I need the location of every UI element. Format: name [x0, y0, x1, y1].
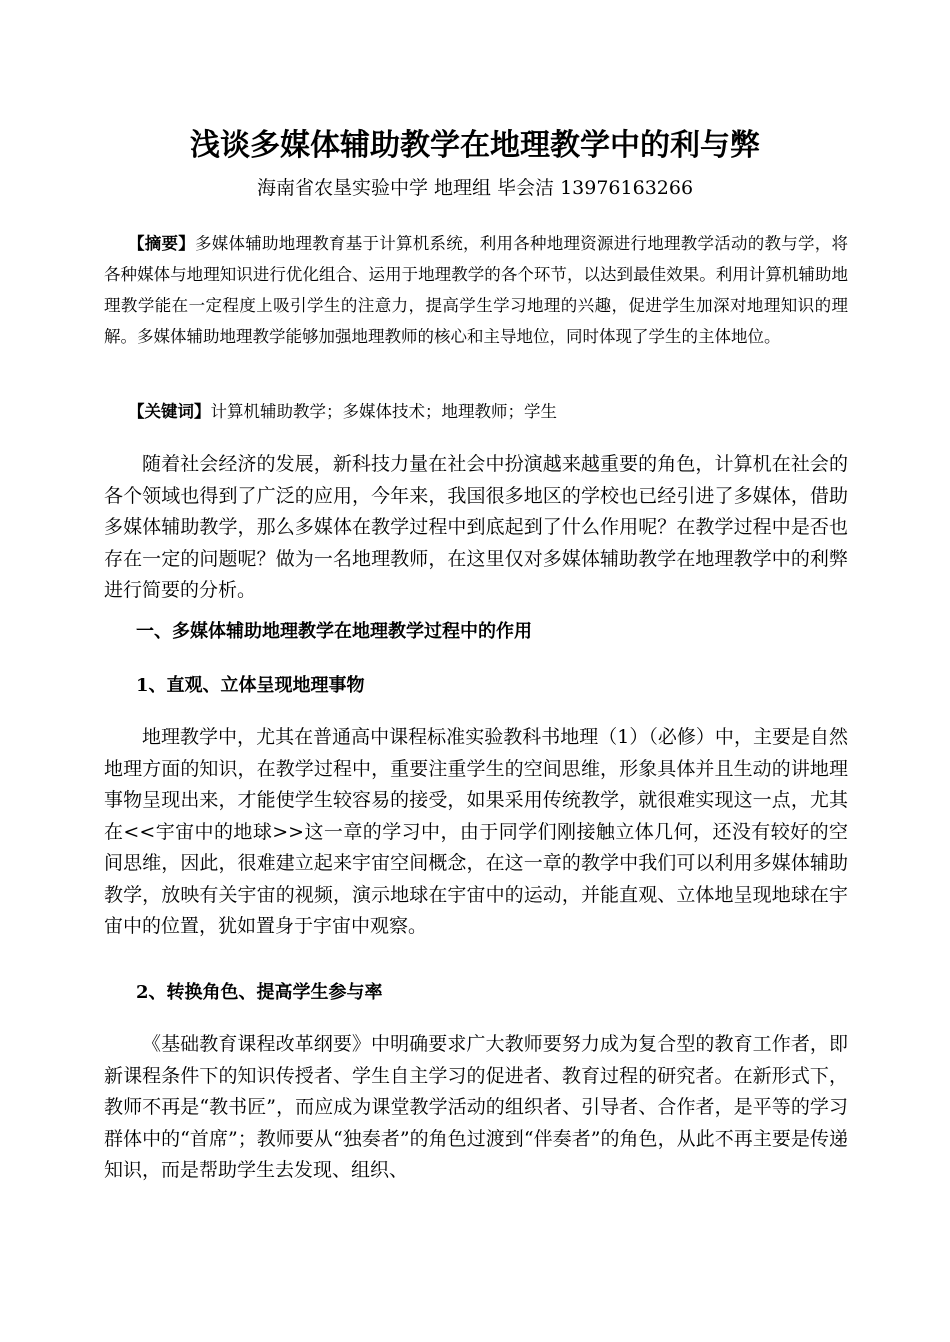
- abstract-paragraph: [104, 228, 848, 352]
- keywords-text: 计算机辅助教学；多媒体技术；地理教师；学生: [210, 402, 557, 421]
- subsection-paragraph: 《基础教育课程改革纲要》中明确要求广大教师要努力成为复合型的教育工作者，即新课程条件下的知识传授者、学生自主学习的促进者、教育过程的研究者。在新形式下，教师不再是“教书匠”，而应成为课堂教学活动的组织者、引导者、合作者，是平等的学习群体中的“首席”；教师要从“独奏者”的角色过渡到“伴奏者”的角色，从此不再主要是传递知识，而是帮助学生去发现、组织、: [104, 1033, 848, 1181]
- intro-paragraph: 随着社会经济的发展，新科技力量在社会中扮演越来越重要的角色，计算机在社会的各个领域也得到了广泛的应用，今年来，我国很多地区的学校也已经引进了多媒体，借助多媒体辅助教学，那么多媒体在教学过程中到底起到了什么作用呢？在教学过程中是否也存在一定的问题呢？做为一名地理教师，在这里仅对多媒体辅助教学在地理教学中的利弊进行简要的分析。: [104, 453, 848, 601]
- abstract-text: 多媒体辅助地理教育基于计算机系统，利用各种地理资源进行地理教学活动的教与学，将各种媒体与地理知识进行优化组合、运用于地理教学的各个环节，以达到最佳效果。利用计算机辅助地理教学能在一定程度上吸引学生的注意力，提高学生学习地理的兴趣，促进学生加深对地理知识的理解。多媒体辅助地理教学能够加强地理教师的核心和主导地位，同时体现了学生的主体地位。: [104, 234, 848, 346]
- keywords-paragraph: [104, 396, 848, 427]
- section-heading: 一、多媒体辅助地理教学在地理教学过程中的作用: [136, 621, 532, 642]
- author-line: 海南省农垦实验中学 地理组 毕会洁 13976163266: [256, 177, 694, 199]
- subsection-paragraph: 地理教学中，尤其在普通高中课程标准实验教科书地理（1）（必修）中，主要是自然地理方面的知识，在教学过程中，重要注重学生的空间思维，形象具体并且生动的讲地理事物呈现出来，才能使学生较容易的接受，如果采用传统教学，就很难实现这一点，尤其在<<宇宙中的地球>>这一章的学习中，由于同学们刚接触立体几何，还没有较好的空间思维，因此，很难建立起来宇宙空间概念，在这一章的教学中我们可以利用多媒体辅助教学，放映有关宇宙的视频，演示地球在宇宙中的运动，并能直观、立体地呈现地球在宇宙中的位置，犹如置身于宇宙中观察。: [104, 726, 848, 937]
- subsection-heading: 1、直观、立体呈现地理事物: [136, 675, 365, 696]
- subsection-heading: 2、转换角色、提高学生参与率: [136, 982, 383, 1003]
- abstract-label: 【摘要】: [128, 234, 195, 253]
- keywords-label: 【关键词】: [128, 402, 211, 421]
- document-title: 浅谈多媒体辅助教学在地理教学中的利与弊: [190, 128, 760, 163]
